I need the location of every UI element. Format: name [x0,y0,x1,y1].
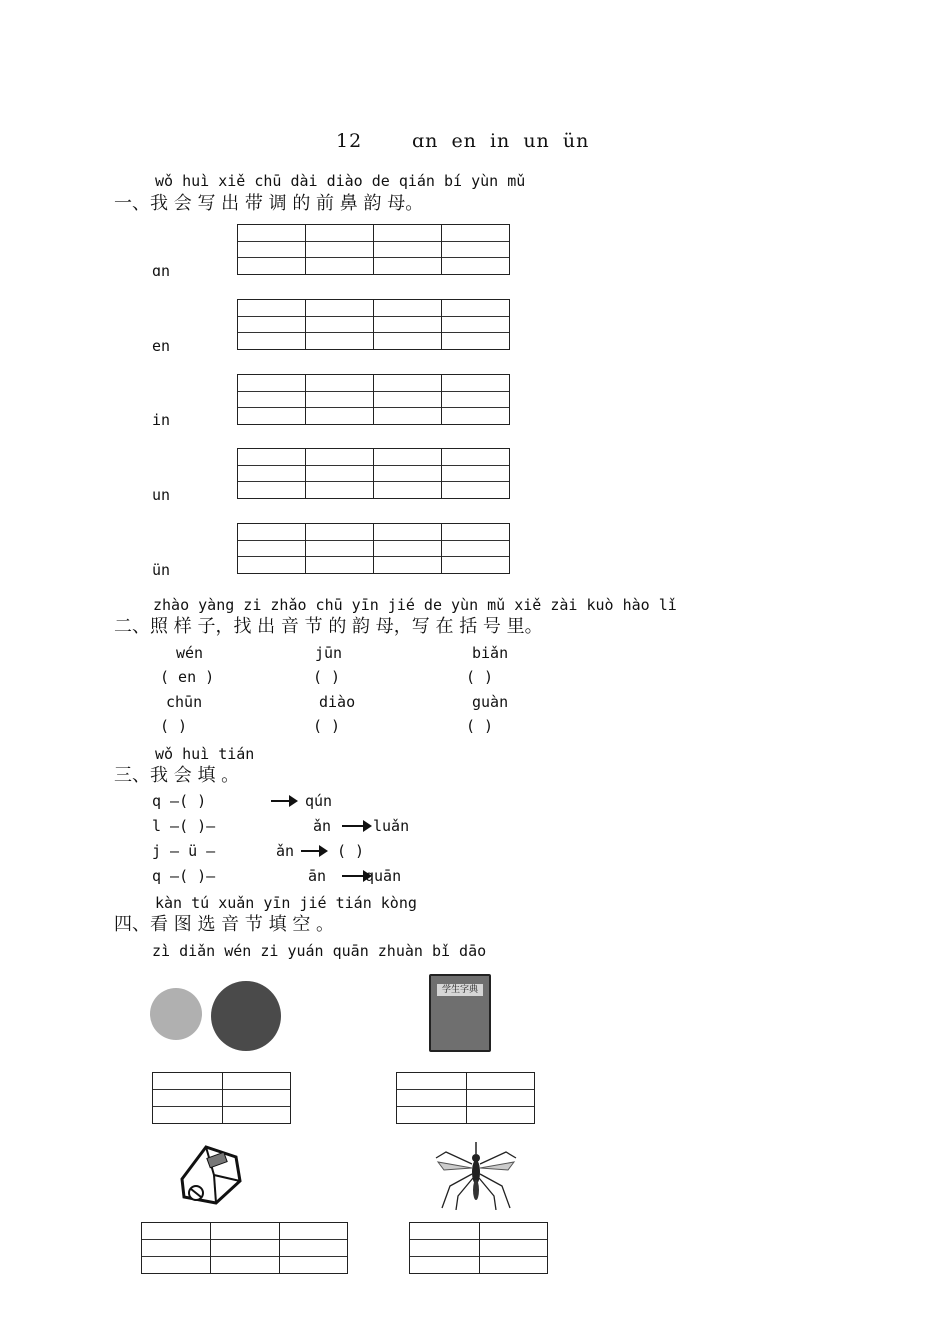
fill-line-start[interactable]: l —( )— [152,817,216,835]
arrow-icon [301,850,326,852]
item-pinyin: guàn [472,693,509,711]
fill-line-end: quān [365,867,402,885]
sec2-pinyin: zhào yàng zi zhǎo chū yīn jié de yùn mǔ xiě zài kuò hào lǐ [153,596,677,614]
item-pinyin: biǎn [472,644,509,662]
fill-line-start[interactable]: q —( ) [152,792,207,810]
fill-line-end: qún [305,792,333,810]
row-label: ɑn [152,262,171,280]
writing-grid[interactable] [396,1072,535,1124]
arrow-icon [342,825,370,827]
arrow-icon [271,800,296,802]
sec4-heading: 四、看 图 选 音 节 填 空 。 [114,914,335,935]
pencil-sharpener-picture [176,1141,246,1207]
row-label: en [152,337,171,355]
sec3-heading: 三、我 会 填 。 [114,765,240,786]
fill-line-mid: ǎn [313,817,332,835]
writing-grid[interactable] [152,1072,291,1124]
fill-line-start: j — ü — [152,842,216,860]
writing-grid[interactable] [237,224,510,275]
mosquito-picture [432,1138,520,1210]
answer-bracket[interactable]: ( ) [160,717,188,735]
sec1-heading: 一、我 会 写 出 带 调 的 前 鼻 韵 母。 [114,193,424,214]
writing-grid[interactable] [237,523,510,574]
light-circle-picture [150,988,202,1040]
answer-bracket[interactable]: ( ) [466,668,494,686]
item-pinyin: wén [176,644,204,662]
dictionary-cover-label: 学生字典 [437,984,483,996]
item-pinyin: diào [319,693,356,711]
row-label: un [152,486,171,504]
writing-grid[interactable] [237,299,510,350]
answer-bracket[interactable]: ( ) [466,717,494,735]
fill-line-mid: ān [308,867,327,885]
answer-bracket[interactable]: ( en ) [160,668,215,686]
lesson-number: 12 [336,130,363,152]
writing-grid[interactable] [237,374,510,425]
fill-line-end[interactable]: ( ) [337,842,365,860]
answer-bracket[interactable]: ( ) [313,668,341,686]
sec3-pinyin: wǒ huì tián [155,745,255,763]
sec2-heading: 二、照 样 子，找 出 音 节 的 韵 母，写 在 括 号 里。 [114,616,543,637]
writing-grid[interactable] [409,1222,548,1274]
lesson-title: ɑn en in un ün [412,130,590,152]
sec4-pinyin: kàn tú xuǎn yīn jié tián kòng [155,894,417,912]
writing-grid[interactable] [237,448,510,499]
item-pinyin: chūn [166,693,203,711]
fill-line-end: luǎn [373,817,410,835]
row-label: in [152,411,171,429]
item-pinyin: jūn [315,644,343,662]
writing-grid[interactable] [141,1222,348,1274]
sec1-pinyin: wǒ huì xiě chū dài diào de qián bí yùn mǔ [155,172,526,190]
dictionary-picture [429,974,491,1052]
dark-circle-picture [211,981,281,1051]
word-options: zì diǎn wén zi yuán quān zhuàn bǐ dāo [152,942,487,960]
fill-line-mid: ǎn [276,842,295,860]
fill-line-start[interactable]: q —( )— [152,867,216,885]
row-label: ün [152,561,171,579]
answer-bracket[interactable]: ( ) [313,717,341,735]
